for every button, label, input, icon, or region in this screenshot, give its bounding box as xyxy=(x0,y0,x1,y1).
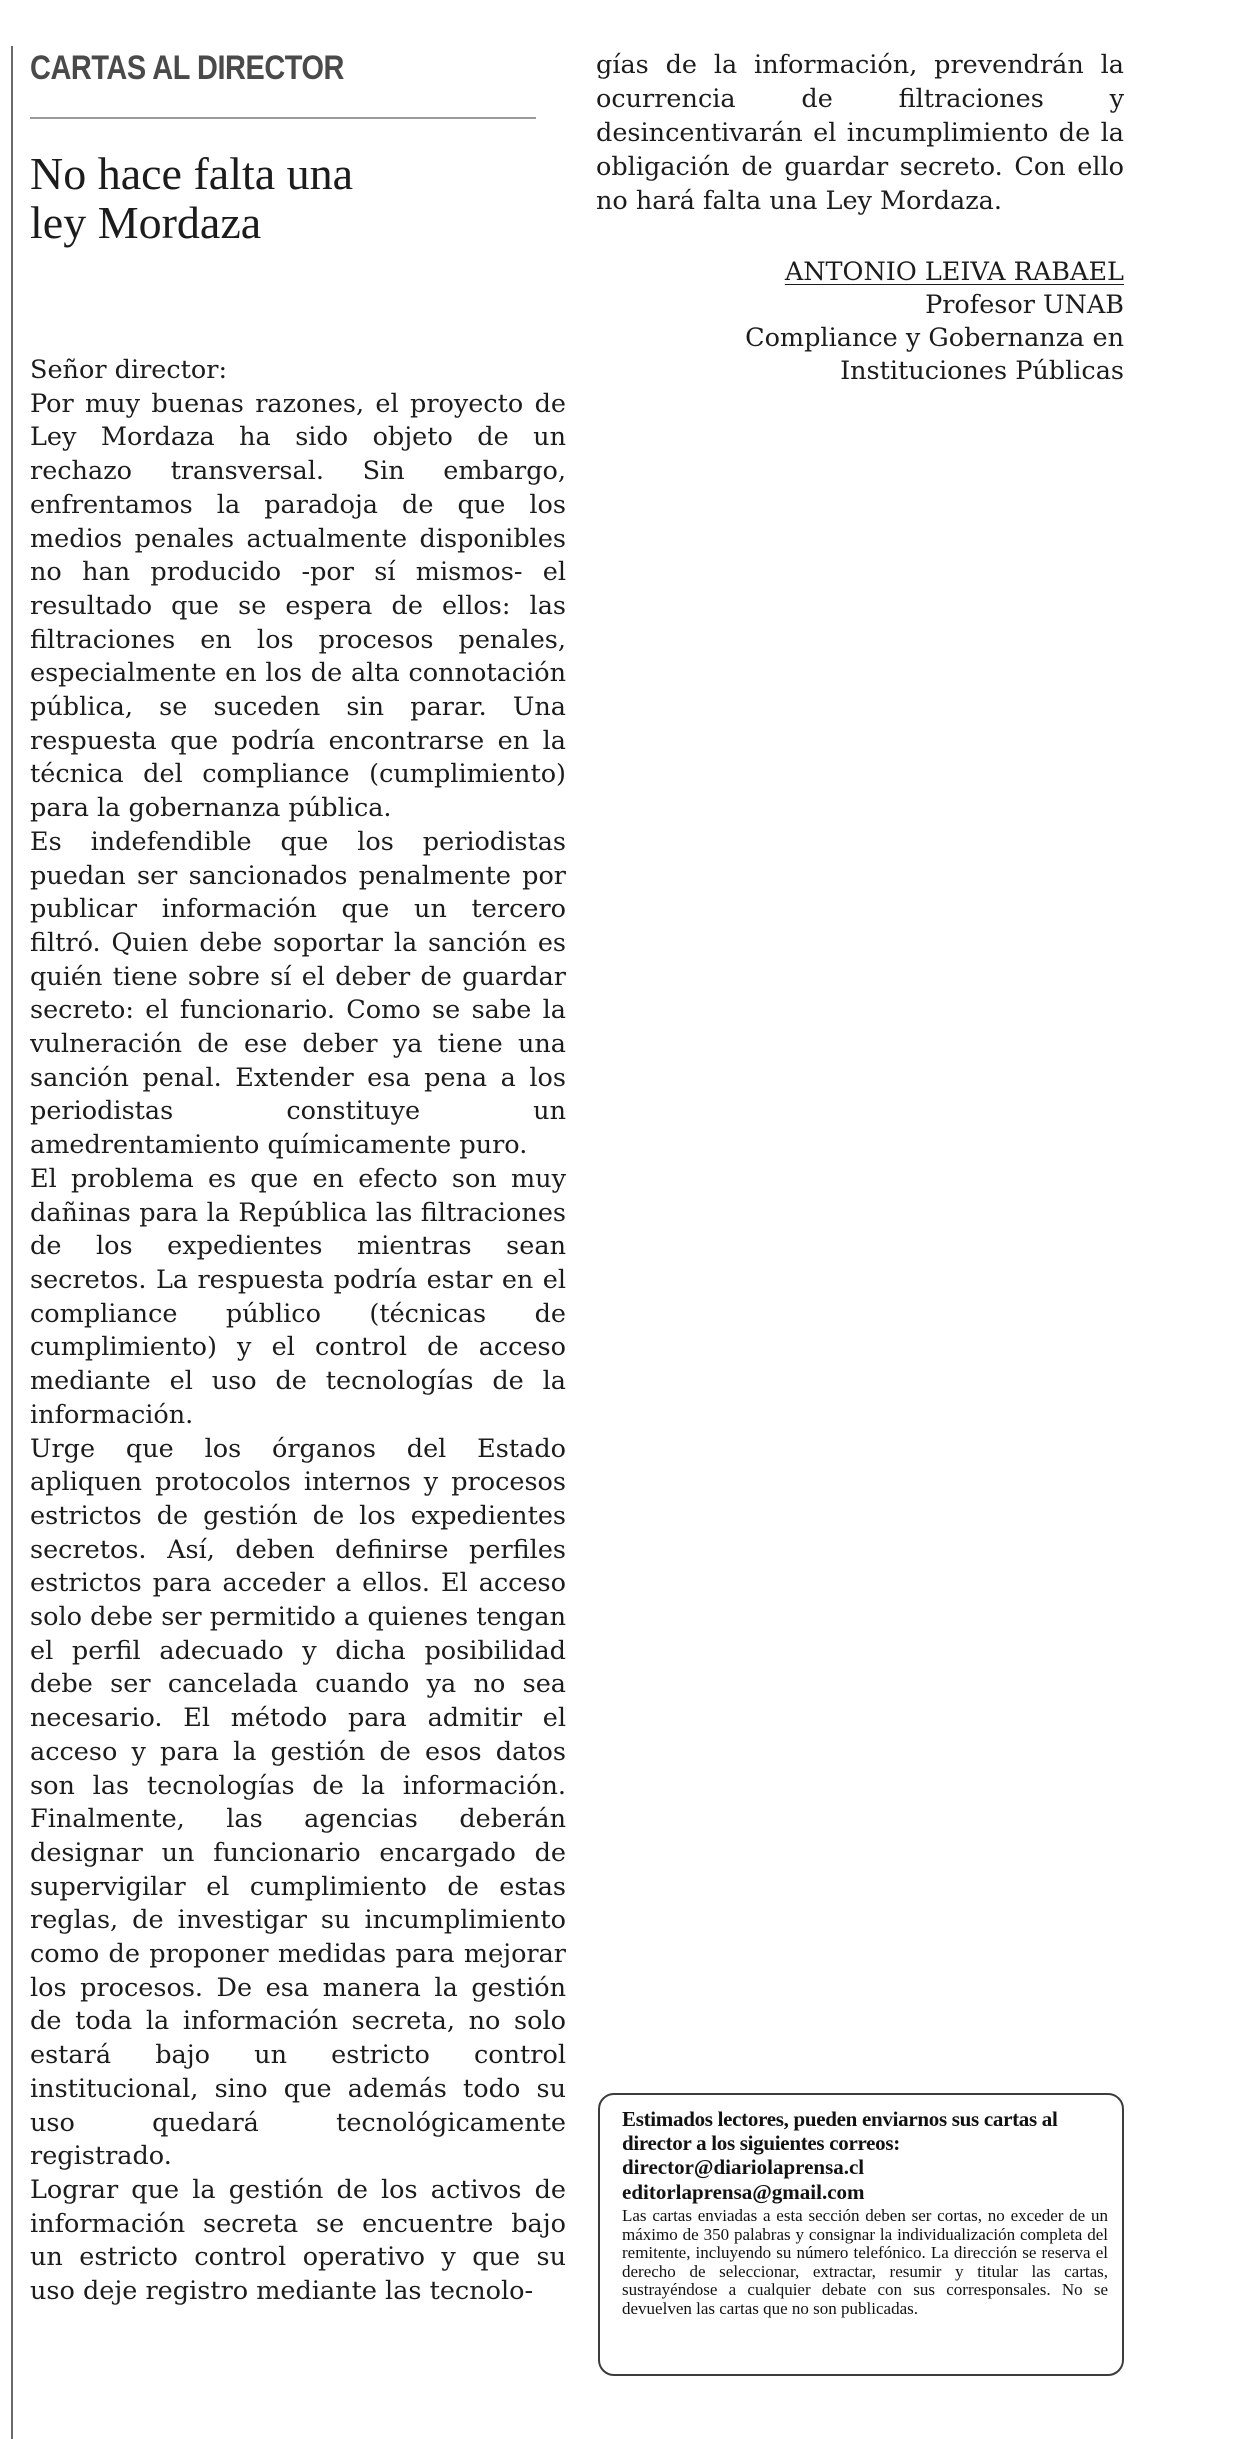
paragraph-1: Por muy buenas razones, el proyecto de Ley Mordaza ha sido objeto de un rechazo transversal. Sin embargo, enfrentamos la paradoja de que los medios penales actualmente disponibles no han producido -por sí mismos- el resultado que se espera de ellos: las filtraciones en los procesos penales, especialmente en los de alta connotación pública, se suceden sin parar. Una respuesta que podría encontrarse en la técnica del compliance (cumplimiento) para la gobernanza pública. xyxy=(30,388,566,824)
signature-block xyxy=(596,256,1124,388)
signature-name: ANTONIO LEIVA RABAEL xyxy=(784,257,1124,287)
submission-guidelines: Las cartas enviadas a esta sección deben ser cortas, no exceder de un máximo de 350 palabras y consignar la individualización completa del remitente, incluyendo su número telefónico. La dirección se reserva el derecho de seleccionar, extractar, resumir y titular las cartas, sustrayéndose a cualquier debate con sus corresponsales. No se devuelven las cartas que no son publicadas. xyxy=(622,2206,1108,2318)
left-margin-rule xyxy=(11,46,13,2439)
paragraph-5-continuation: gías de la información, prevendrán la ocurrencia de filtraciones y desincentivarán el incumplimiento de la obligación de guardar secreto. Con ello no hará falta una Ley Mordaza. xyxy=(596,50,1124,216)
signature-role: Profesor UNAB xyxy=(925,290,1124,320)
paragraph-3: El problema es que en efecto son muy dañinas para la República las filtraciones de los expedientes mientras sean secretos. La respuesta podría estar en el compliance público (técnicas de cumplimiento) y el control de acceso mediante el uso de tecnologías de la información. xyxy=(30,1163,566,1430)
paragraph-5: Lograr que la gestión de los activos de información secreta se encuentre bajo un estricto control operativo y que su uso deje registro mediante las tecnolo- xyxy=(30,2174,566,2307)
salutation: Señor director: xyxy=(30,355,228,385)
section-title: CARTAS AL DIRECTOR xyxy=(30,49,345,87)
reader-submission-box xyxy=(598,2093,1124,2376)
paragraph-2: Es indefendible que los periodistas puedan ser sancionados penalmente por publicar información que un tercero filtró. Quien debe soportar la sanción es quién tiene sobre sí el deber de guardar secreto: el funcionario. Como se sabe la vulneración de ese deber ya tiene una sanción penal. Extender esa pena a los periodistas constituye un amedrentamiento químicamente puro. xyxy=(30,826,566,1161)
paragraph-4: Urge que los órganos del Estado apliquen protocolos internos y procesos estrictos de gestión de los expedientes secretos. Así, deben definirse perfiles estrictos para acceder a ellos. El acceso solo debe ser permitido a quienes tengan el perfil adecuado y dicha posibilidad debe ser cancelada cuando ya no sea necesario. El método para admitir el acceso y para la gestión de esos datos son las tecnologías de la información. Finalmente, las agencias deberán designar un funcionario encargado de supervigilar el cumplimiento de estas reglas, de investigar su incumplimiento como de proponer medidas para mejorar los procesos. De esa manera la gestión de toda la información secreta, no solo estará bajo un estricto control institucional, sino que además todo su uso quedará tecnológicamente registrado. xyxy=(30,1433,566,2172)
left-column xyxy=(30,48,566,2307)
email-director-link[interactable]: director@diariolaprensa.cl xyxy=(622,2155,865,2179)
right-column xyxy=(596,48,1124,386)
headline-line-1: No hace falta una xyxy=(30,148,354,199)
email-editor-link[interactable]: editorlaprensa@gmail.com xyxy=(622,2180,865,2204)
signature-affiliation-2: Instituciones Públicas xyxy=(840,356,1124,386)
headline-line-2: ley Mordaza xyxy=(30,197,262,248)
section-divider xyxy=(30,117,536,119)
signature-affiliation-1: Compliance y Gobernanza en xyxy=(745,323,1124,353)
submission-heading: Estimados lectores, pueden enviarnos sus cartas al director a los siguientes correos: xyxy=(622,2107,1058,2155)
letter-headline xyxy=(30,149,550,247)
letter-body xyxy=(30,354,566,2309)
